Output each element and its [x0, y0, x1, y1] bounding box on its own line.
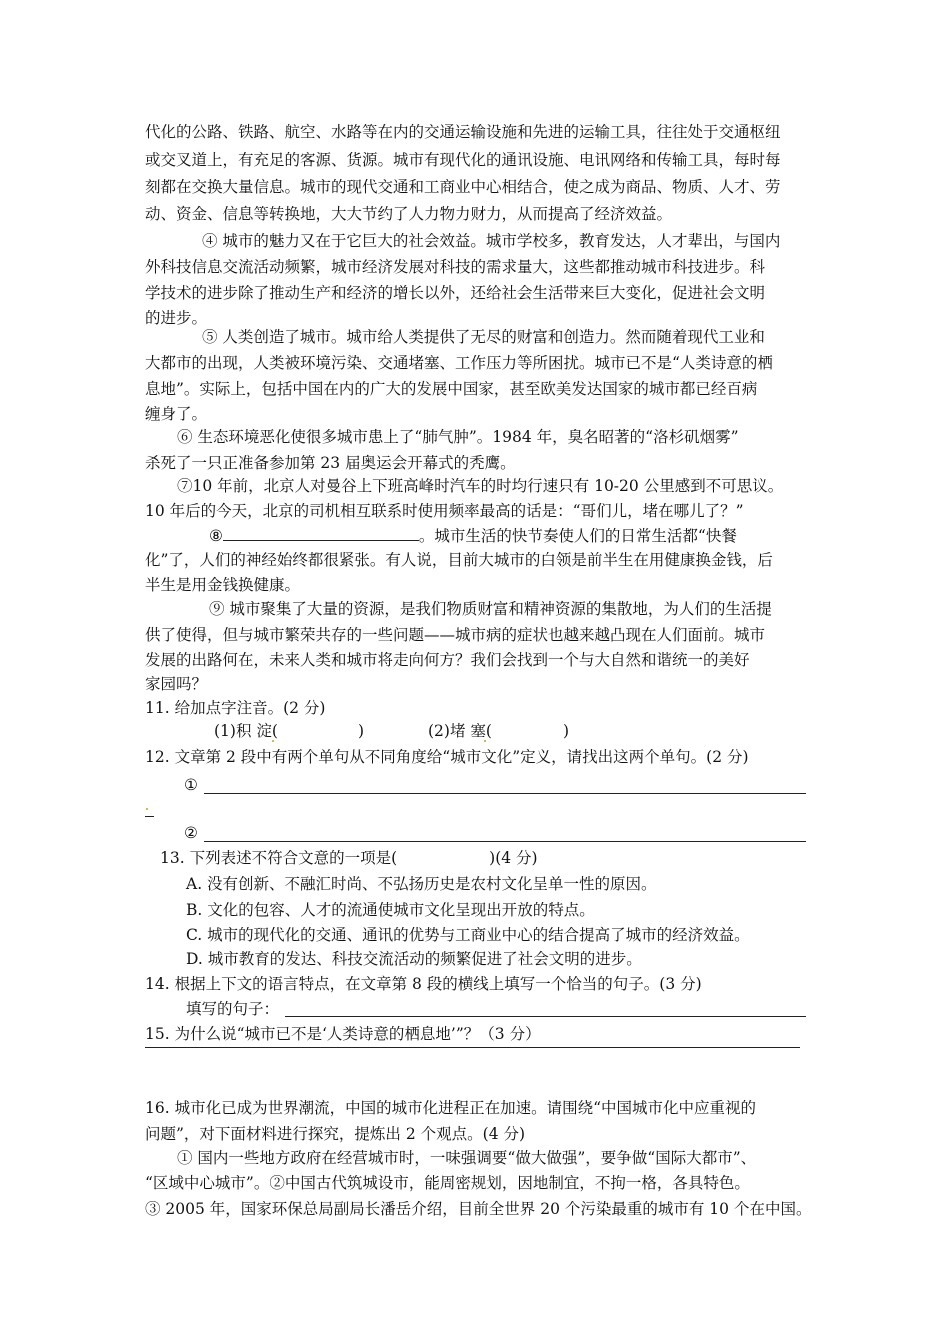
- stray-dot: [146, 808, 148, 810]
- paragraph-4-line: ④ 城市的魅力又在于它巨大的社会效益。城市学校多，教育发达，人才辈出，与国内: [202, 232, 781, 250]
- question-16-material: ③ 2005 年，国家环保总局副局长潘岳介绍，目前全世界 20 个污染最重的城市有 10 个在中国。: [145, 1200, 812, 1218]
- paragraph-7-line: ⑦10 年前，北京人对曼谷上下班高峰时汽车的时均行速只有 10-20 公里感到不可思议。: [177, 477, 784, 495]
- paragraph-9-line: 家园吗？: [145, 675, 208, 693]
- paragraph-9-line: 发展的出路何在，未来人类和城市将走向何方？我们会找到一个与大自然和谐统一的美好: [145, 651, 750, 669]
- paragraph-4-line: 学技术的进步除了推动生产和经济的增长以外，还给社会生活带来巨大变化，促进社会文明: [145, 284, 766, 302]
- passage-line: 代化的公路、铁路、航空、水路等在内的交通运输设施和先进的运输工具，往往处于交通枢纽: [145, 123, 781, 141]
- question-12-marker-2: ②: [184, 824, 198, 842]
- paragraph-9-line: ⑨ 城市聚集了大量的资源，是我们物质财富和精神资源的集散地，为人们的生活提: [209, 600, 772, 618]
- question-12-stem: 12. 文章第 2 段中有两个单句从不同角度给“城市文化”定义，请找出这两个单句。(2 分): [145, 748, 749, 766]
- question-16-stem: 问题”，对下面材料进行探究，提炼出 2 个观点。(4 分): [145, 1125, 526, 1143]
- question-11-b: (2)堵 塞(: [428, 722, 492, 740]
- stray-mark: [145, 816, 154, 817]
- paragraph-5-line: ⑤ 人类创造了城市。城市给人类提供了无尽的财富和创造力。然而随着现代工业和: [202, 328, 765, 346]
- emphasis-dot: [272, 740, 274, 742]
- paragraph-8-line: 半生是用金钱换健康。: [145, 576, 301, 594]
- passage-line: 或交叉道上，有充足的客源、货源。城市有现代化的通讯设施、电讯网络和传输工具，每时每: [145, 151, 781, 169]
- question-13-option: B. 文化的包容、人才的流通使城市文化呈现出开放的特点。: [186, 901, 595, 919]
- paragraph-4-line: 的进步。: [145, 309, 208, 327]
- question-12-answer-line-2[interactable]: [204, 841, 806, 842]
- paragraph-6-line: 杀死了一只正准备参加第 23 届奥运会开幕式的秃鹰。: [145, 454, 516, 472]
- question-13-option: D. 城市教育的发达、科技交流活动的频繁促进了社会文明的进步。: [186, 950, 642, 968]
- paragraph-6-line: ⑥ 生态环境恶化使很多城市患上了“肺气肿”。1984 年，臭名昭著的“洛杉矶烟雾”: [177, 428, 739, 446]
- question-11-b-close: ): [563, 722, 570, 740]
- paragraph-8-first-line: [209, 522, 737, 549]
- passage-line: 动、资金、信息等转换地，大大节约了人力物力财力，从而提高了经济效益。: [145, 205, 673, 223]
- question-11-stem: 11. 给加点字注音。(2 分): [145, 699, 326, 717]
- paragraph-5-line: 息地”。实际上，包括中国在内的广大的发展中国家，甚至欧美发达国家的城市都已经百病: [145, 380, 758, 398]
- question-11-a-close: ): [358, 722, 365, 740]
- paragraph-7-line: 10 年后的今天，北京的司机相互联系时使用频率最高的话是：“哥们儿，堵在哪儿了？”: [145, 502, 744, 520]
- question-16-material: “区域中心城市”。②中国古代筑城设市，能周密规划，因地制宜，不拘一格，各具特色。: [145, 1174, 750, 1192]
- question-13-stem-b: )(4 分): [489, 849, 538, 867]
- paragraph-8-line: 化”了，人们的神经始终都很紧张。有人说，目前大城市的白领是前半生在用健康换金钱，后: [145, 551, 773, 569]
- question-14-answer-line[interactable]: [285, 1016, 806, 1017]
- passage-line: 刻都在交换大量信息。城市的现代交通和工商业中心相结合，使之成为商品、物质、人才、劳: [145, 178, 781, 196]
- question-16-stem: 16. 城市化已成为世界潮流，中国的城市化进程正在加速。请围绕“中国城市化中应重视的: [145, 1099, 757, 1117]
- question-14-stem: 14. 根据上下文的语言特点，在文章第 8 段的横线上填写一个恰当的句子。(3 分): [145, 975, 702, 993]
- paragraph-4-line: 外科技信息交流活动频繁，城市经济发展对科技的需求量大，这些都推动城市科技进步。科: [145, 258, 766, 276]
- question-13-option: C. 城市的现代化的交通、通讯的优势与工商业中心的结合提高了城市的经济效益。: [186, 926, 750, 944]
- paragraph-8-number: ⑧: [209, 527, 223, 545]
- question-13-stem: [160, 845, 538, 871]
- paragraph-5-line: 缠身了。: [145, 405, 208, 423]
- emphasis-dot: [484, 740, 486, 742]
- question-12-answer-line-1[interactable]: [204, 793, 806, 794]
- question-15-stem: 15. 为什么说“城市已不是‘人类诗意的栖息地’”？（3 分）: [145, 1025, 541, 1043]
- paragraph-8-after-blank: 。城市生活的快节奏使人们的日常生活都“快餐: [418, 527, 737, 545]
- question-12-marker-1: ①: [184, 776, 198, 794]
- question-13-option: A. 没有创新、不融汇时尚、不弘扬历史是农村文化呈单一性的原因。: [186, 875, 657, 893]
- question-16-material: ① 国内一些地方政府在经营城市时，一味强调要“做大做强”，要争做“国际大都市”、: [177, 1149, 757, 1167]
- question-13-stem-a: 13. 下列表述不符合文意的一项是(: [160, 849, 398, 867]
- question-11-a: (1)积 淀(: [214, 722, 278, 740]
- paragraph-8-blank[interactable]: [223, 522, 419, 541]
- question-14-fill-label: 填写的句子：: [186, 1000, 280, 1018]
- question-15-answer-line[interactable]: [145, 1047, 800, 1048]
- paragraph-9-line: 供了使得，但与城市繁荣共存的一些问题——城市病的症状也越来越凸现在人们面前。城市: [145, 626, 766, 644]
- paragraph-5-line: 大都市的出现，人类被环境污染、交通堵塞、工作压力等所困扰。城市已不是“人类诗意的栖: [145, 354, 773, 372]
